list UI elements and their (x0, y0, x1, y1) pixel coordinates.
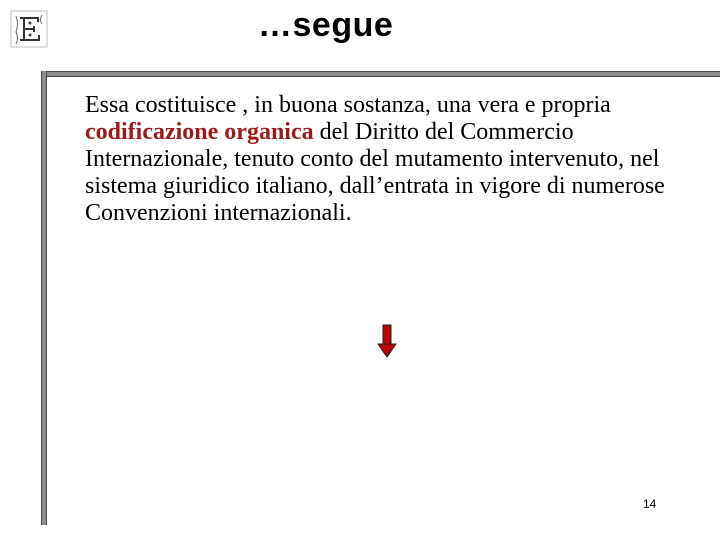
top-frame-rule (41, 71, 720, 77)
body-text-part2: del Diritto del Commercio Internazionale, tenuto conto del mutamento intervenuto, nel sistema giuridico italiano, dall’entrata in vigore di numerose Convenzioni internazionali. (85, 119, 665, 226)
decorative-letter-e-icon (10, 10, 48, 48)
left-frame-rule (41, 71, 47, 525)
arrow-down-icon (377, 324, 397, 358)
page-number: 14 (643, 497, 657, 511)
slide-title: …segue (258, 6, 394, 44)
body-paragraph (85, 92, 705, 227)
body-text-part1: Essa costituisce , in buona sostanza, una vera e propria (85, 92, 611, 118)
body-text-highlight: codificazione organica (85, 119, 314, 145)
